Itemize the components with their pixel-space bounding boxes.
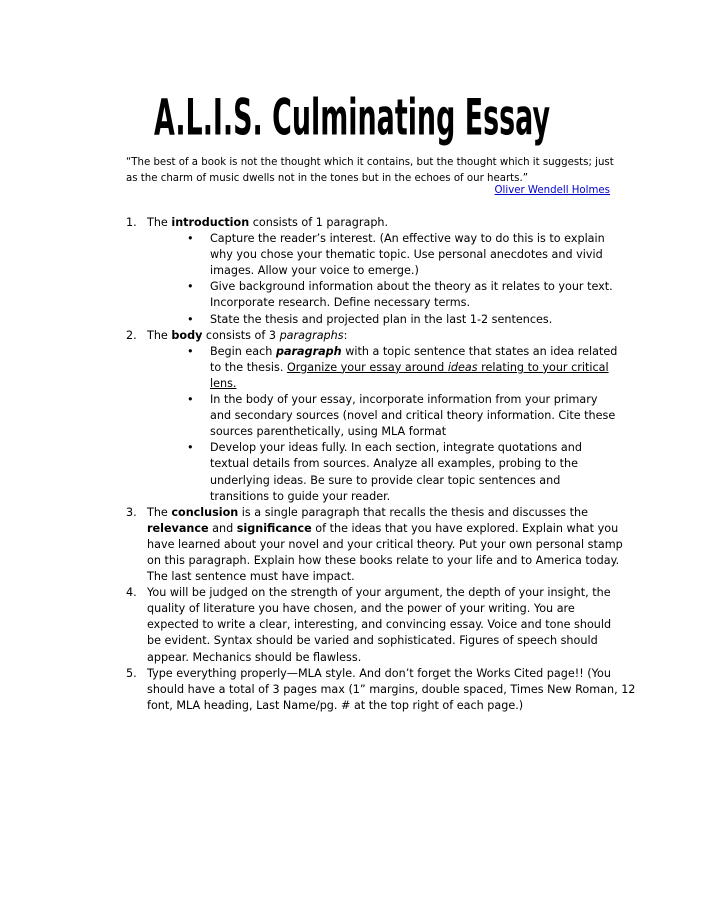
item-line: expected to write a clear, interesting, and convincing essay. Voice and tone should xyxy=(147,618,612,632)
bullet-line: underlying ideas. Be sure to provide clear topic sentences and xyxy=(210,473,561,487)
bullet-icon: • xyxy=(187,232,194,246)
italic-term: paragraphs xyxy=(279,328,344,342)
page-title-text: A.L.I.S. Culminating Essay xyxy=(154,89,550,148)
bold-italic-term: paragraph xyxy=(275,344,342,358)
quote-line: “The best of a book is not the thought which it contains, but the thought which it suggests; just xyxy=(126,157,614,168)
quote-attribution xyxy=(126,183,610,199)
bold-term: relevance xyxy=(147,521,209,535)
item-line: appear. Mechanics should be flawless. xyxy=(147,650,362,664)
item-number: 4. xyxy=(126,586,137,600)
bullet-line: textual details from sources. Analyze all examples, probing to the xyxy=(210,457,578,471)
item-number: 3. xyxy=(126,505,137,519)
italic-term: ideas xyxy=(447,360,478,374)
bullet-line: images. Allow your voice to emerge.) xyxy=(210,264,419,278)
item-line: quality of literature you have chosen, and the power of your writing. You are xyxy=(147,602,575,616)
bold-term: conclusion xyxy=(171,505,239,519)
bullet-line: State the thesis and projected plan in the last 1-2 sentences. xyxy=(210,312,553,326)
bullet-item xyxy=(147,344,616,392)
item-line: have learned about your novel and your critical theory. Put your own personal stamp xyxy=(147,537,623,551)
item-number: 1. xyxy=(126,216,137,229)
bullet-item xyxy=(147,440,616,504)
bullet-line: Incorporate research. Define necessary terms. xyxy=(210,296,471,310)
bullet-line: Give background information about the theory as it relates to your text. xyxy=(210,280,613,294)
list-item-formatting xyxy=(126,666,636,714)
instructions-list xyxy=(126,215,636,714)
item-line: font, MLA heading, Last Name/pg. # at the top right of each page.) xyxy=(147,698,524,712)
bold-term: body xyxy=(171,328,203,342)
bullet-line: lens. xyxy=(210,376,237,390)
bullet-line: transitions to guide your reader. xyxy=(210,489,391,503)
bold-term: significance xyxy=(236,521,312,535)
author-link[interactable]: Oliver Wendell Holmes xyxy=(494,185,610,196)
bullet-icon: • xyxy=(187,280,194,294)
bullet-icon: • xyxy=(187,312,194,326)
bullet-icon: • xyxy=(187,441,194,455)
bold-term: introduction xyxy=(171,216,250,229)
list-item-introduction xyxy=(126,215,616,328)
page-title xyxy=(150,78,570,156)
item-line: should have a total of 3 pages max (1” margins, double spaced, Times New Roman, 12 xyxy=(147,682,636,696)
item-heading: The body consists of 3 paragraphs: xyxy=(147,328,348,342)
list-item-conclusion xyxy=(126,505,623,585)
item-line: on this paragraph. Explain how these books relate to your life and to America today. xyxy=(147,553,620,567)
item-number: 5. xyxy=(126,666,137,680)
bullet-list xyxy=(147,344,616,505)
bullet-line: sources parenthetically, using MLA format xyxy=(210,425,447,439)
bullet-line: In the body of your essay, incorporate information from your primary xyxy=(210,393,598,407)
item-heading: The introduction consists of 1 paragraph. xyxy=(147,216,389,229)
bullet-icon: • xyxy=(187,344,194,358)
quote-line: as the charm of music dwells not in the tones but in the echoes of our hearts.” xyxy=(126,173,528,184)
bullet-item xyxy=(147,312,616,328)
bullet-item xyxy=(147,231,616,279)
item-line: be evident. Syntax should be varied and sophisticated. Figures of speech should xyxy=(147,634,598,648)
bullet-line: Capture the reader’s interest. (An effective way to do this is to explain xyxy=(210,232,605,246)
bullet-line: why you chose your thematic topic. Use personal anecdotes and vivid xyxy=(210,248,603,262)
bullet-item xyxy=(147,279,616,311)
item-line: Type everything properly—MLA style. And don’t forget the Works Cited page!! (You xyxy=(147,666,611,680)
item-line: The conclusion is a single paragraph that recalls the thesis and discusses the xyxy=(147,505,588,519)
bullet-line: and secondary sources (novel and critical theory information. Cite these xyxy=(210,409,616,423)
bullet-icon: • xyxy=(187,393,194,407)
item-line: relevance and significance of the ideas that you have explored. Explain what you xyxy=(147,521,619,535)
item-line: You will be judged on the strength of your argument, the depth of your insight, the xyxy=(147,586,611,600)
list-item-judging xyxy=(126,585,616,665)
bullet-item xyxy=(147,392,616,440)
item-number: 2. xyxy=(126,328,137,342)
bullet-list xyxy=(147,231,616,328)
bullet-line: to the thesis. Organize your essay around ideas relating to your critical xyxy=(210,360,609,374)
bullet-line: Develop your ideas fully. In each section, integrate quotations and xyxy=(210,441,582,455)
bullet-line: Begin each paragraph with a topic sentence that states an idea related xyxy=(210,344,618,358)
item-line: The last sentence must have impact. xyxy=(147,570,355,584)
list-item-body xyxy=(126,328,616,505)
